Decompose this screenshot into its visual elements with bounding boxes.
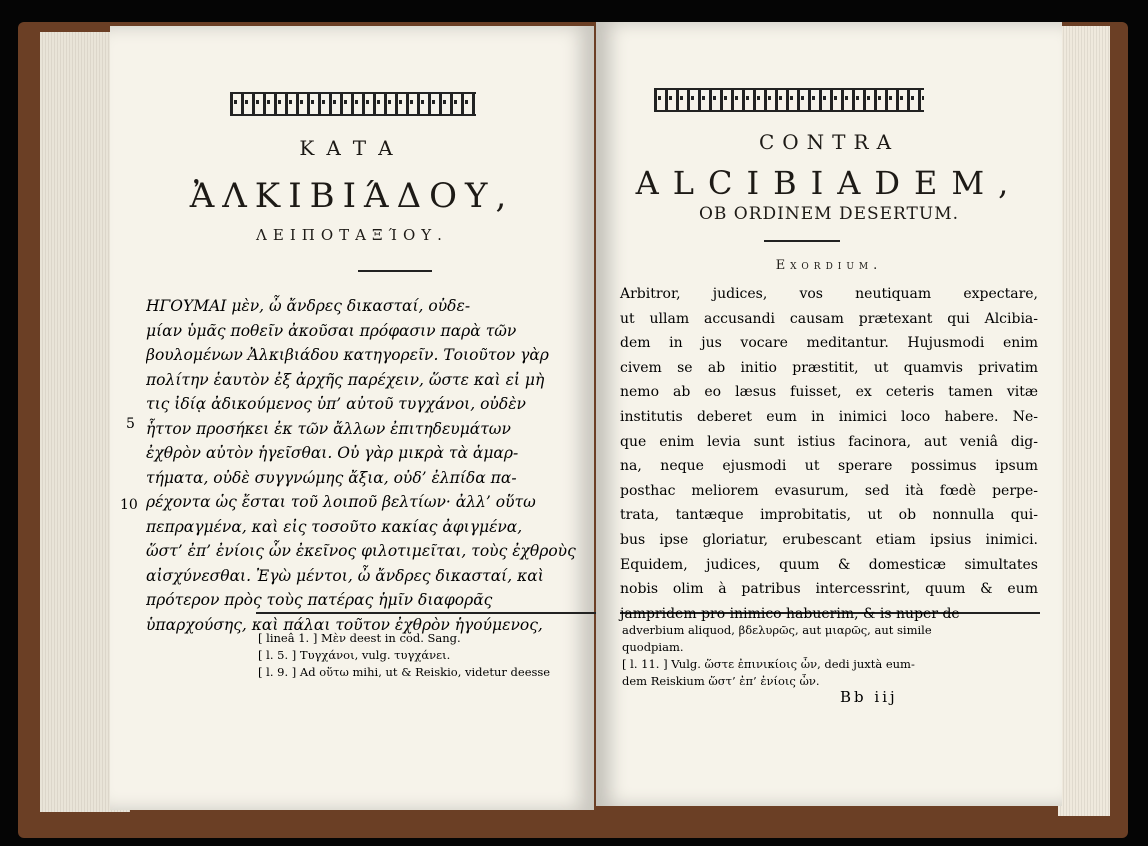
latin-line: trata, tantæque improbitatis, ut ob nonnulla qui- <box>620 507 1038 524</box>
latin-line: que enim levia sunt istius facinora, aut veniâ dig- <box>620 433 1038 450</box>
greek-line: ὑπαρχούσης, καὶ πάλαι τοῦτον ἐχθρὸν ἡγούμενος, <box>146 615 543 634</box>
latin-line: Arbitror, judices, vos neutiquam expectare, <box>620 286 1038 302</box>
greek-line: πολίτην ἑαυτὸν ἐξ ἀρχῆς παρέχειν, ὥστε καὶ εἰ μὴ <box>146 370 545 389</box>
footnote: [ l. 11. ] Vulg. ὥστε ἐπινικίοις ὧν, dedi juxtà eum- <box>622 657 915 671</box>
greek-line: ἧττον προσήκει ἐκ τῶν ἄλλων ἐπιτηδευμάτων <box>146 419 511 438</box>
greek-line: αἰσχύνεσθαι. Ἐγὼ μέντοι, ὦ ἄνδρες δικασταί, καὶ <box>146 566 544 585</box>
latin-line: civem se ab initio præstitit, ut quamvis privatim <box>620 359 1038 376</box>
latin-footnotes <box>622 622 1042 690</box>
title-rule <box>764 240 840 242</box>
greek-title-line3: ΛΕΙΠΟΤΑΞΊΟΥ. <box>256 226 448 244</box>
greek-line: ρέχοντα ὡς ἔσται τοῦ λοιποῦ βελτίων· ἀλλ’ οὕτω <box>146 493 536 511</box>
greek-line: τήματα, οὐδὲ συγγνώμης ἄξια, οὐδ’ ἐλπίδα πα- <box>146 468 517 487</box>
footnote: [ l. 9. ] Ad οὕτω mihi, ut & Reiskio, videtur deesse <box>258 665 551 679</box>
greek-line: ἐχθρὸν αὐτὸν ἡγεῖσθαι. Οὐ γὰρ μικρὰ τὰ ἁμαρ- <box>146 444 519 462</box>
signature-mark: Bb iij <box>840 688 898 706</box>
footnote: dem Reiskium ὥστ’ ἐπ’ ἐνίοις ὧν. <box>622 674 820 688</box>
latin-line: dem in jus vocare meditantur. Hujusmodi enim <box>620 335 1038 352</box>
latin-title-line2: ALCIBIADEM, <box>635 164 1023 202</box>
footnote: adverbium aliquod, βδελυρῶς, aut μιαρῶς, aut simile <box>622 623 932 637</box>
latin-line: na, neque ejusmodi ut sperare possimus ipsum <box>620 458 1038 475</box>
greek-body-text <box>146 294 578 637</box>
headpiece-ornament <box>654 88 924 112</box>
section-heading: Exordium. <box>775 258 883 273</box>
greek-line: πεπραγμένα, καὶ εἰς τοσοῦτο κακίας ἀφιγμένα, <box>146 517 523 536</box>
greek-line: μίαν ὑμᾶς ποθεῖν ἀκοῦσαι πρόφασιν παρὰ τῶν <box>146 321 517 340</box>
latin-line: ut ullam accusandi causam prætexant qui Alcibia- <box>620 310 1038 327</box>
footnote: [ l. 5. ] Τυγχάνοι, vulg. τυγχάνει. <box>258 648 451 662</box>
latin-title-line3: OB ORDINEM DESERTUM. <box>698 204 960 224</box>
latin-line: institutis deberet eum in inimici loco habere. Ne- <box>620 408 1038 425</box>
latin-line: nobis olim à patribus intercessrint, quum & eum <box>620 581 1038 598</box>
latin-line: jampridem pro inimico habuerim, & is nuper de <box>620 605 960 622</box>
greek-line: τις ἰδίᾳ ἀδικούμενος ὑπ’ αὐτοῦ τυγχάνοι, οὐδὲν <box>146 395 526 413</box>
line-number-5: 5 <box>126 416 135 432</box>
greek-line: ὥστ’ ἐπ’ ἐνίοις ὧν ἐκεῖνος φιλοτιμεῖται, τοὺς ἐχθροὺς <box>146 542 576 560</box>
latin-line: posthac meliorem evasurum, sed ità fœdè perpe- <box>620 482 1038 499</box>
greek-title-line2: ἈΛΚΙΒΙΆΔΟΥ, <box>189 176 515 216</box>
latin-line: Equidem, judices, quum & domesticæ simultates <box>620 556 1038 573</box>
footnote: quodpiam. <box>622 640 684 654</box>
latin-line: nemo ab eo læsus fuisset, ex ceteris tamen vitæ <box>620 384 1038 401</box>
line-number-10: 10 <box>120 497 138 513</box>
greek-title-line1: ΚΑΤΑ <box>299 136 405 160</box>
headpiece-ornament <box>230 92 476 116</box>
greek-line: ΗΓΟΥΜΑΙ μὲν, ὦ ἄνδρες δικασταί, οὐδε- <box>146 297 471 315</box>
latin-title-line1: CONTRA <box>758 130 900 154</box>
footnote: [ lineâ 1. ] Μὲν deest in cod. Sang. <box>258 631 461 645</box>
latin-body-text <box>620 282 1038 626</box>
greek-footnotes <box>258 630 578 681</box>
latin-line: bus ipse gloriatur, erubescant etiam ipsius inimici. <box>620 531 1038 548</box>
greek-line: πρότερον πρὸς τοὺς πατέρας ἡμῖν διαφορᾶς <box>146 591 493 609</box>
greek-line: βουλομένων Ἀλκιβιάδου κατηγορεῖν. Τοιοῦτον γὰρ <box>146 346 549 364</box>
title-rule <box>358 270 432 272</box>
page-edges-right <box>1058 26 1110 816</box>
